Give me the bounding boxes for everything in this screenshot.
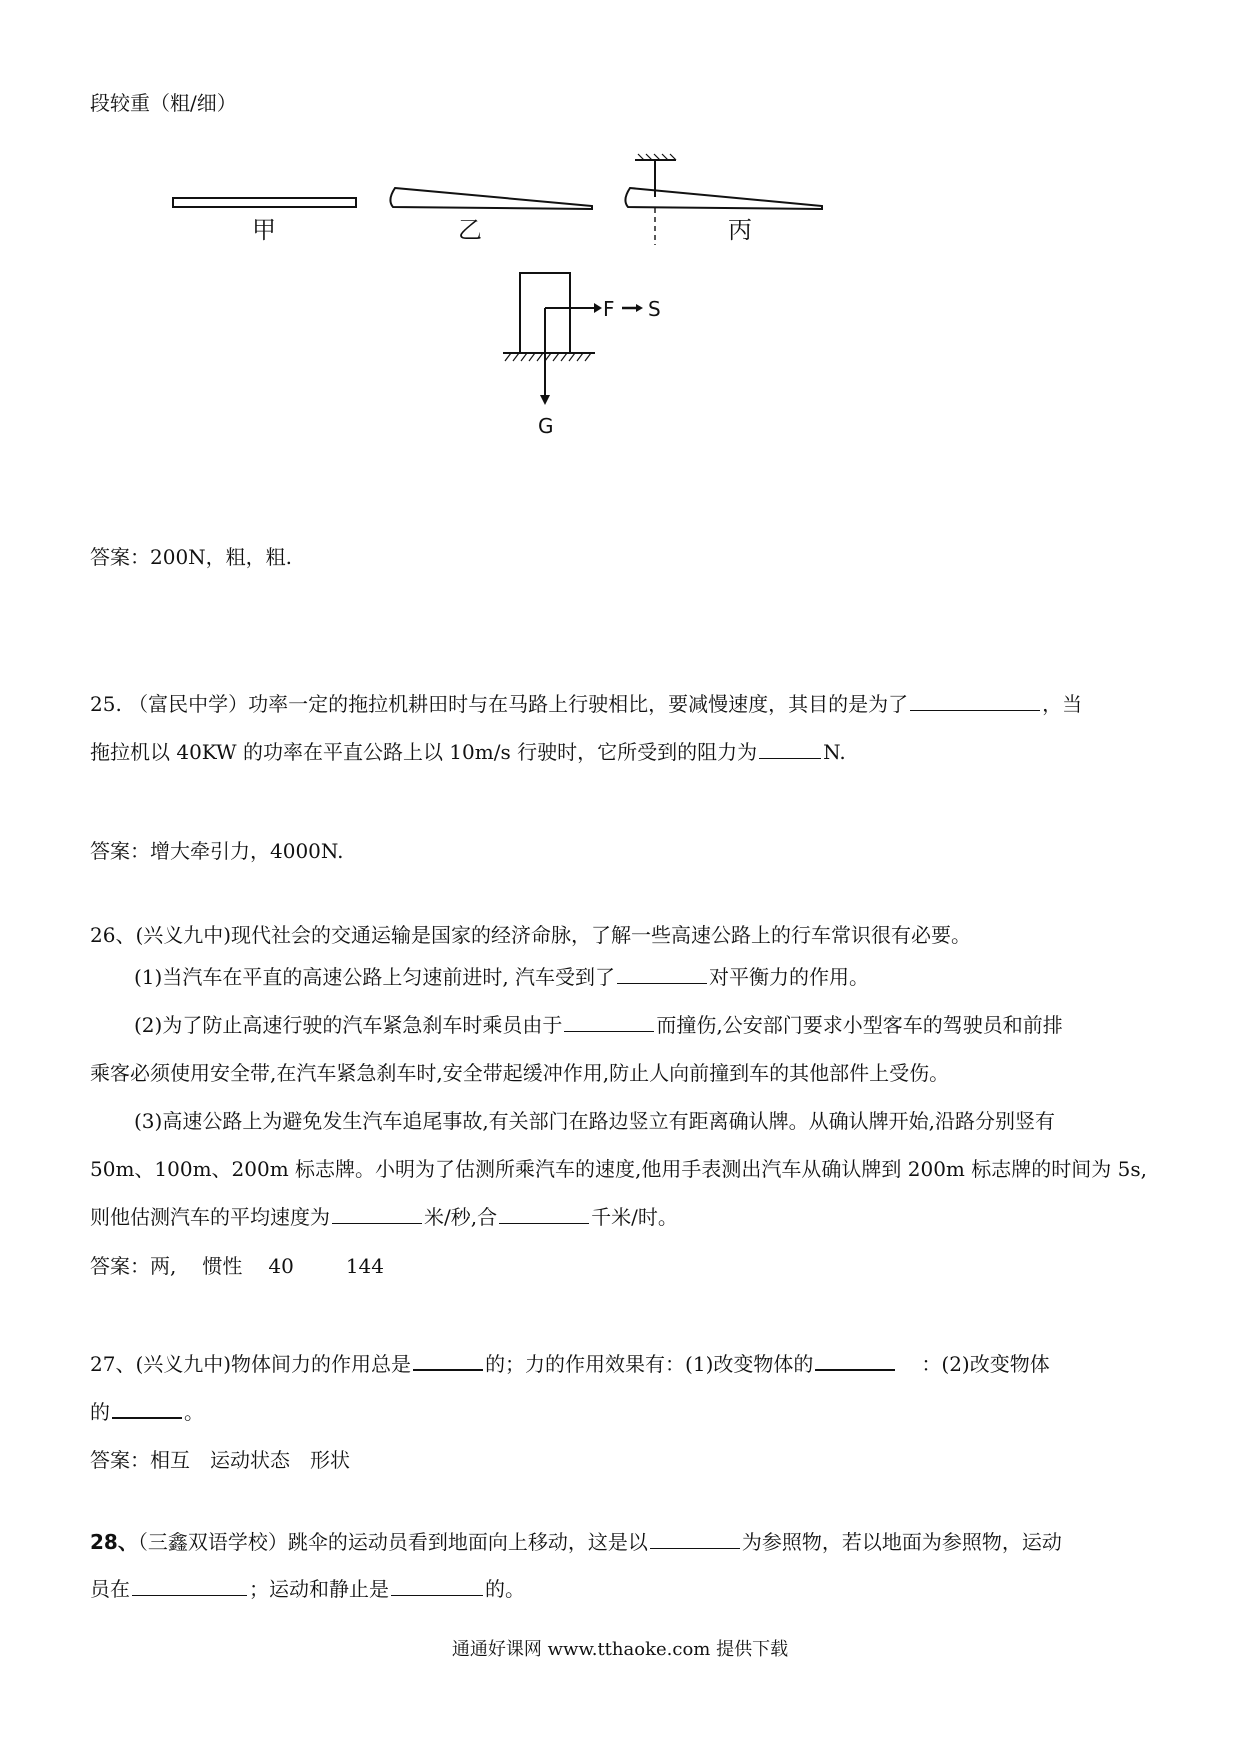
page-footer: 通通好课网 www.tthaoke.com 提供下载 [451,1639,789,1660]
q25-answer: 答案：增大牵引力，4000N. [90,839,344,863]
q26-blank-1[interactable] [617,963,707,984]
q28-text-c: 员在 [90,1577,130,1601]
q26-p2-text-b: 而撞伤,公安部门要求小型客车的驾驶员和前排 [656,1013,1063,1037]
q25-blank-2[interactable] [759,738,821,759]
q26-p3-text-c: 千米/时。 [591,1205,678,1229]
q26-blank-4[interactable] [499,1203,589,1224]
q26-answer-2: 惯性 [202,1254,243,1278]
rods-figure [0,130,1240,250]
q27-answer-1: 答案：相互 [90,1448,190,1472]
q27-answer-2: 运动状态 [210,1448,290,1472]
q27-line2 [90,1397,204,1427]
q28-number: 28、 [90,1530,138,1554]
q26-p2-text-a: (2)为了防止高速行驶的汽车紧急刹车时乘员由于 [134,1013,563,1037]
displacement-arrowhead [636,304,643,312]
q25-line1 [90,689,1082,719]
q26-part3: (3)高速公路上为避免发生汽车追尾事故,有关部门在路边竖立有距离确认牌。从确认牌开始,沿路分别竖有 [134,1109,1056,1133]
q27-blank-1[interactable] [413,1349,483,1371]
q25-text-a: 25. （富民中学）功率一定的拖拉机耕田时与在马路上行驶相比，要减慢速度，其目的是为了 [90,692,909,716]
q26-part2-cont: 乘客必须使用安全带,在汽车紧急刹车时,安全带起缓冲作用,防止人向前撞到车的其他部件上受伤。 [90,1061,950,1085]
q27-blank-2[interactable] [815,1349,895,1371]
ground-hatching [505,353,591,361]
q27-blank-3[interactable] [112,1397,182,1419]
q26-answer-1: 答案：两, [90,1254,177,1278]
q27-text-c: ：(2)改变物体 [921,1352,1050,1376]
q28-text-a: （三鑫双语学校）跳伞的运动员看到地面向上移动，这是以 [137,1530,648,1554]
label-jia: 甲 [252,216,276,244]
q25-text-b: ，当 [1042,692,1083,716]
label-bing: 丙 [728,216,752,244]
q27-text-b: 的；力的作用效果有：(1)改变物体的 [485,1352,814,1376]
q25-text-d: N. [823,740,846,764]
q27-answer-3: 形状 [310,1448,350,1472]
q26-answer-3: 40 [268,1254,294,1278]
q27-text-e: 。 [184,1400,204,1424]
label-force: F [603,297,615,321]
q26-intro: 26、(兴义九中)现代社会的交通运输是国家的经济命脉，了解一些高速公路上的行车常识很有必要。 [90,923,972,947]
q24-answer: 答案：200N，粗，粗. [90,545,293,569]
ceiling-support [635,154,676,245]
q26-blank-3[interactable] [332,1203,422,1224]
q26-answer [90,1251,384,1281]
q28-text-d: ；运动和静止是 [249,1577,389,1601]
gravity-arrowhead [540,395,550,405]
q26-p1-text-b: 对平衡力的作用。 [709,965,870,989]
q28-blank-2[interactable] [132,1575,247,1596]
block-figure [0,265,1240,445]
q26-answer-4: 144 [345,1254,384,1278]
label-displacement: S [648,297,661,321]
q25-blank-1[interactable] [910,690,1040,711]
q26-p3-text-a: 则他估测汽车的平均速度为 [90,1205,330,1229]
q27-text-a: 27、(兴义九中)物体间力的作用总是 [90,1352,412,1376]
q26-part3-cont1: 50m、100m、200m 标志牌。小明为了估测所乘汽车的速度,他用手表测出汽车从确认牌到 200m 标志牌的时间为 5s, [90,1157,1147,1181]
q26-part1 [134,962,869,992]
label-yi: 乙 [458,216,482,244]
rod-yi [390,188,592,209]
q27-text-d: 的 [90,1400,110,1424]
q28-text-e: 的。 [485,1577,525,1601]
q26-p1-text-a: (1)当汽车在平直的高速公路上匀速前进时, 汽车受到了 [134,965,616,989]
rod-jia [173,198,356,207]
q26-p3-text-b: 米/秒,合 [424,1205,498,1229]
label-gravity: G [538,414,554,438]
q26-part3-cont2 [90,1202,678,1232]
q28-line2 [90,1574,525,1604]
q25-line2 [90,737,846,767]
q28-line1 [90,1527,1062,1557]
q26-part2 [134,1010,1063,1040]
q28-text-b: 为参照物，若以地面为参照物，运动 [741,1530,1062,1554]
top-line: 段较重（粗/细） [90,91,237,115]
q26-blank-2[interactable] [564,1011,654,1032]
q28-blank-3[interactable] [391,1575,483,1596]
q27-line1 [90,1349,1050,1379]
force-arrowhead [594,303,602,313]
q28-blank-1[interactable] [650,1528,740,1549]
q25-text-c: 拖拉机以 40KW 的功率在平直公路上以 10m/s 行驶时，它所受到的阻力为 [90,740,758,764]
q27-answer [90,1445,350,1475]
